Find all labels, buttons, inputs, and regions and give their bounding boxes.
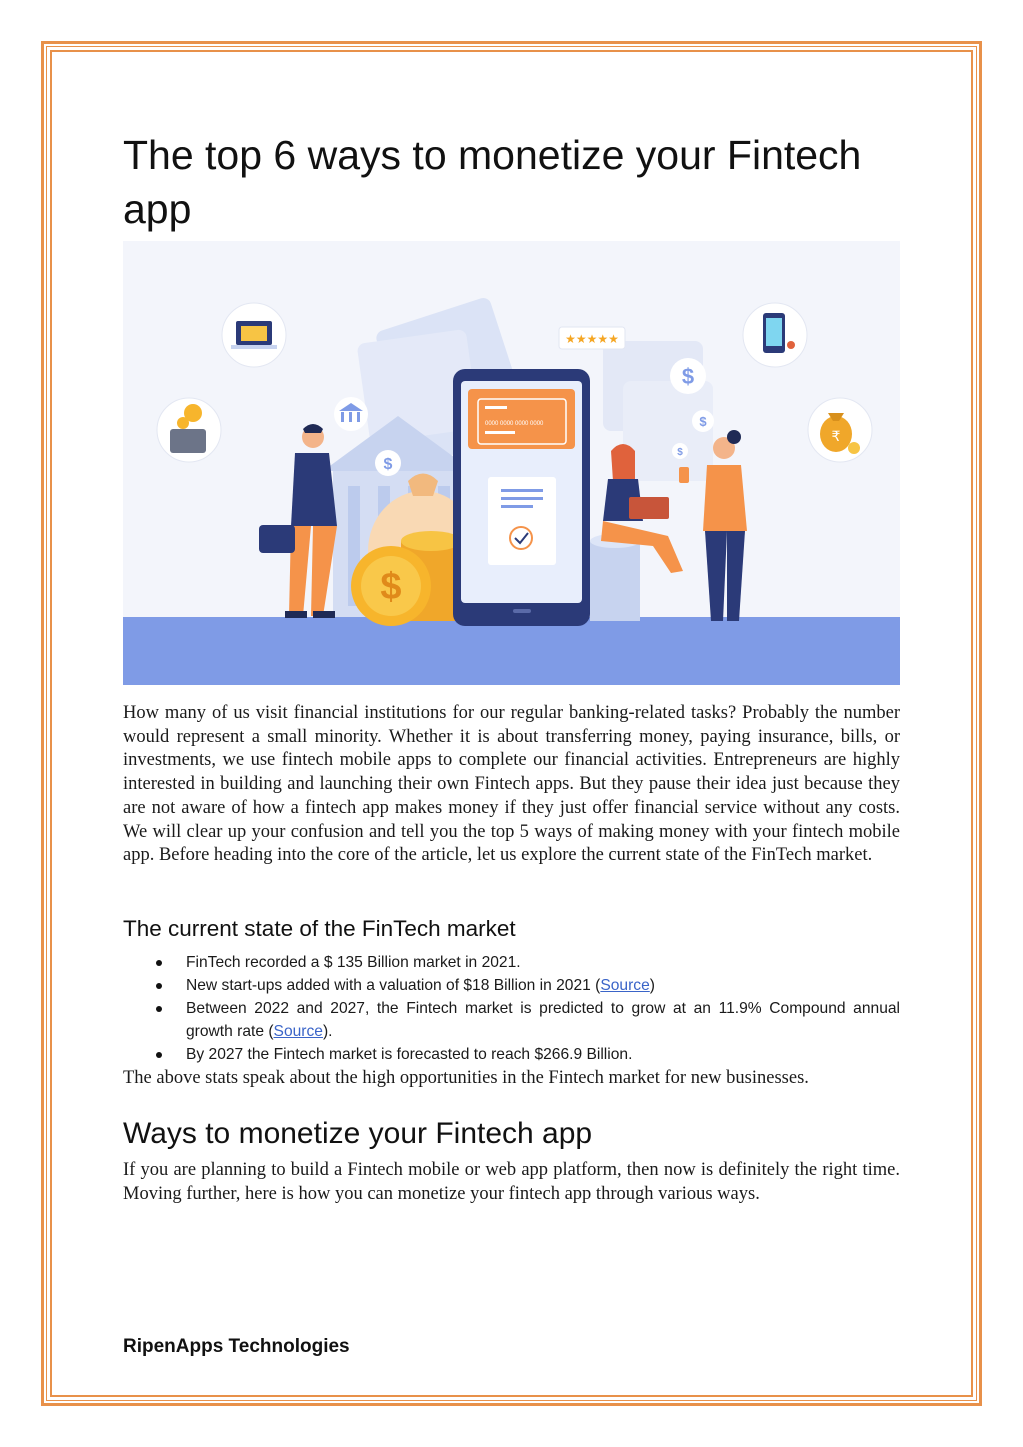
svg-text:$: $ bbox=[677, 447, 683, 458]
svg-text:$: $ bbox=[699, 414, 707, 429]
list-item: By 2027 the Fintech market is forecasted to reach $266.9 Billion. bbox=[150, 1043, 900, 1066]
smartphone bbox=[453, 369, 590, 626]
source-link[interactable]: Source bbox=[273, 1023, 323, 1040]
coin-stack bbox=[590, 534, 640, 621]
bullet-icon bbox=[156, 960, 162, 966]
source-link[interactable]: Source bbox=[600, 977, 650, 994]
fintech-illustration bbox=[123, 241, 900, 685]
bullet-icon bbox=[156, 1052, 162, 1058]
market-closing-paragraph: The above stats speak about the high opportunities in the Fintech market for new businesses. bbox=[123, 1068, 809, 1088]
section-heading-monetize: Ways to monetize your Fintech app bbox=[123, 1117, 593, 1150]
svg-text:0000 0000 0000 0000: 0000 0000 0000 0000 bbox=[485, 421, 544, 427]
list-item: Between 2022 and 2027, the Fintech market is predicted to grow at an 11.9% Compound annual growth rate (Source). bbox=[150, 997, 900, 1043]
intro-paragraph: How many of us visit financial institutions for our regular banking-related tasks? Probably the number would represent a small minority. Whether it is about transferring money, paying insurance, bills, or investments, we use fintech mobile apps to complete our financial activities. Entrepreneurs are highly interested in building and launching their own Fintech apps. But they pause their idea just because they are not aware of how a fintech app makes money if they just offer financial service without any costs. We will clear up your confusion and tell you the top 5 ways of making money with your fintech mobile app. Before heading into the core of the article, let us explore the current state of the FinTech market. bbox=[123, 703, 900, 866]
svg-text:★★★★★: ★★★★★ bbox=[565, 332, 619, 346]
footer-company-name: RipenApps Technologies bbox=[123, 1336, 350, 1357]
bullet-icon bbox=[156, 1006, 162, 1012]
section-heading-market: The current state of the FinTech market bbox=[123, 916, 516, 941]
svg-text:₹: ₹ bbox=[831, 429, 841, 445]
mobile-payment-bubble bbox=[743, 303, 807, 367]
bank-icon bbox=[334, 397, 368, 431]
monetize-paragraph: If you are planning to build a Fintech mobile or web app platform, then now is definitely the right time. Moving further, here is how you can monetize your fintech app through various ways. bbox=[123, 1160, 900, 1204]
svg-text:$: $ bbox=[383, 456, 393, 473]
svg-text:$: $ bbox=[681, 364, 695, 389]
floor bbox=[123, 617, 900, 685]
svg-text:$: $ bbox=[380, 566, 402, 608]
rupee-bag-bubble bbox=[808, 398, 872, 462]
list-item: FinTech recorded a $ 135 Billion market in 2021. bbox=[150, 951, 900, 974]
list-item: New start-ups added with a valuation of $18 Billion in 2021 (Source) bbox=[150, 974, 900, 997]
bullet-icon bbox=[156, 983, 162, 989]
document-title: The top 6 ways to monetize your Fintech app bbox=[123, 132, 862, 232]
market-stats-list bbox=[150, 951, 900, 1066]
rating-badge bbox=[559, 327, 625, 349]
laptop-bubble bbox=[222, 303, 286, 367]
wallet-bubble bbox=[157, 398, 221, 462]
